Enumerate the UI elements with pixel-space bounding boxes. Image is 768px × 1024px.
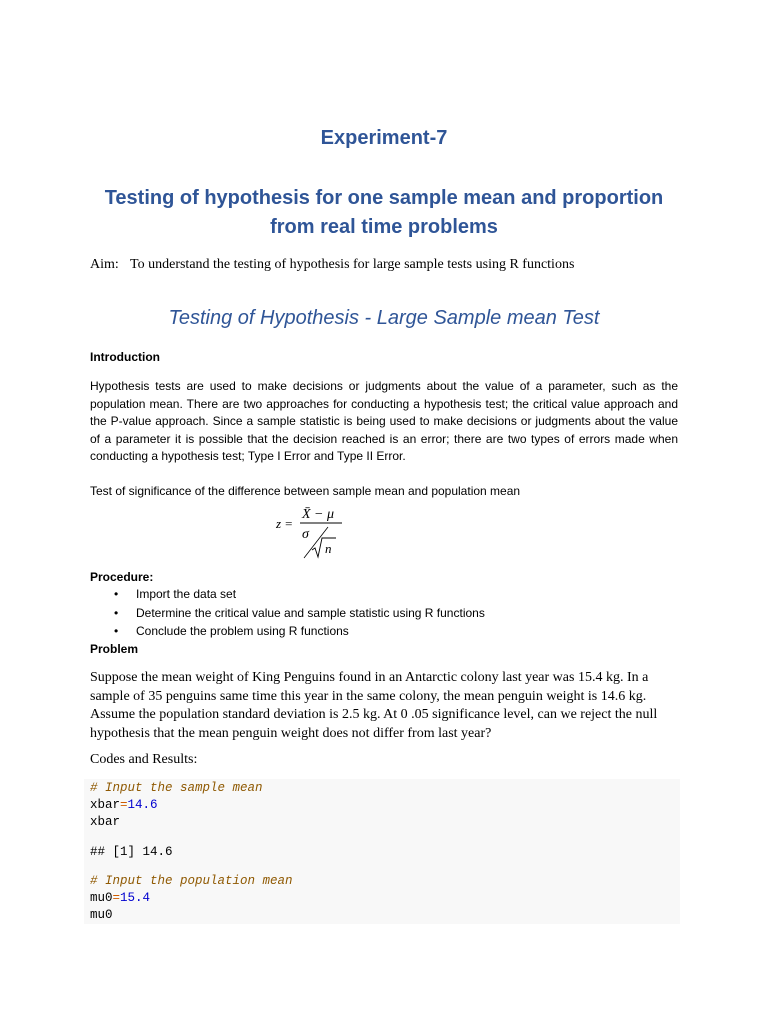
introduction-heading: Introduction xyxy=(90,350,160,364)
code-number: 14.6 xyxy=(127,798,158,812)
list-item-label: Conclude the problem using R functions xyxy=(136,624,349,638)
aim-label: Aim: xyxy=(90,257,119,272)
aim-text: To understand the testing of hypothesis for large sample tests using R functions xyxy=(130,257,575,272)
procedure-list xyxy=(114,587,485,643)
formula-root-sign xyxy=(312,538,336,557)
problem-statement: Suppose the mean weight of King Penguins found in an Antarctic colony last year was 15.4 kg. In a sample of 35 penguins same time this year in the same colony, the mean penguin weight is 14.6 kg. Assume the population standard deviation is 2.5 kg. At 0 .05 significance level, can we reject the null hypothesis that the mean penguin weight does not differ from last year? xyxy=(90,670,658,741)
section-subtitle: Testing of Hypothesis - Large Sample mean Test xyxy=(168,307,600,329)
z-formula xyxy=(270,500,360,562)
aim-statement xyxy=(90,257,574,273)
introduction-paragraph: Hypothesis tests are used to make decisions or judgments about the value of a parameter, such as the population mean. There are two approaches for conducting a hypothesis test; the critical value approach and the P-value approach. Since a sample statistic is being used to make decisions or judgments about the value of a parameter it is possible that the decision reached is an error; there are two types of errors made when conducting a hypothesis test; Type I Error and Type II Error. xyxy=(90,379,678,463)
formula-sigma: σ xyxy=(302,527,309,542)
code-assignment xyxy=(90,891,150,905)
list-item xyxy=(114,606,485,625)
code-assignment xyxy=(90,798,158,812)
code-print: mu0 xyxy=(90,908,113,922)
codes-results-label: Codes and Results: xyxy=(90,752,198,767)
problem-heading: Problem xyxy=(90,642,139,656)
code-variable: mu0 xyxy=(90,891,113,905)
code-operator: = xyxy=(112,891,121,905)
code-variable: xbar xyxy=(90,798,121,812)
code-comment: # Input the population mean xyxy=(90,874,293,888)
list-item-label: Determine the critical value and sample statistic using R functions xyxy=(136,605,485,620)
procedure-heading: Procedure: xyxy=(90,570,154,584)
significance-text: Test of significance of the difference between sample mean and population mean xyxy=(90,484,521,498)
formula-root-n: n xyxy=(325,541,332,556)
list-item xyxy=(114,587,485,606)
formula-numerator: X̄ − μ xyxy=(302,507,335,522)
bullet-icon: • xyxy=(114,587,119,601)
formula-lhs: z = xyxy=(276,516,294,531)
bullet-icon: • xyxy=(114,624,119,638)
page-title: Testing of hypothesis for one sample mean and proportion from real time problems xyxy=(104,187,664,238)
list-item-label: Import the data set xyxy=(136,587,237,601)
experiment-title: Experiment-7 xyxy=(320,127,448,149)
code-number: 15.4 xyxy=(120,891,151,905)
code-operator: = xyxy=(120,798,128,812)
bullet-icon: • xyxy=(114,605,119,620)
code-output: ## [1] 14.6 xyxy=(90,845,173,859)
list-item xyxy=(114,624,485,643)
code-comment: # Input the sample mean xyxy=(90,781,263,795)
code-print: xbar xyxy=(90,815,121,829)
code-block xyxy=(84,779,680,924)
